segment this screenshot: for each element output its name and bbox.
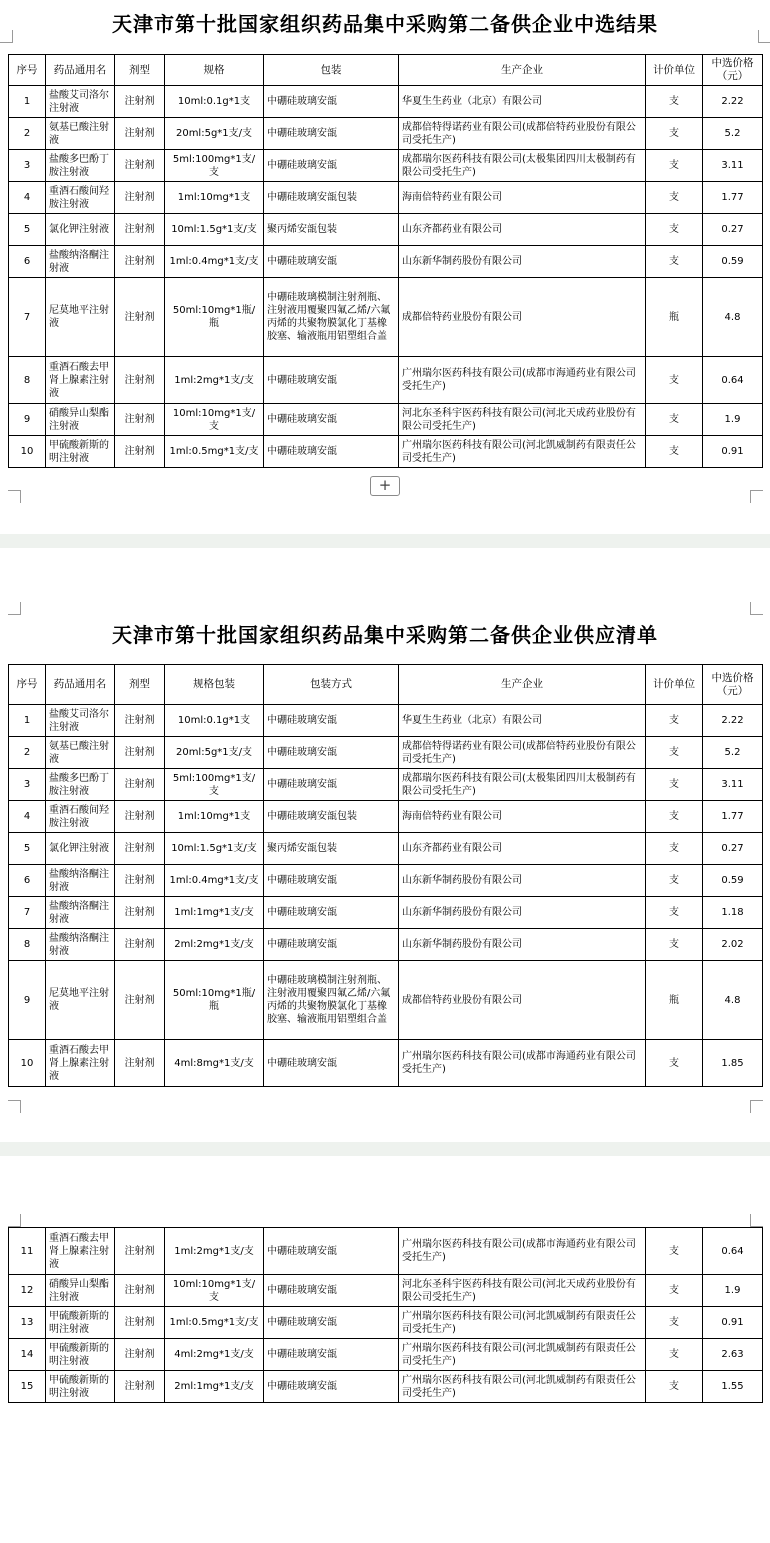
cell-index: 15 xyxy=(9,1371,46,1403)
table-row xyxy=(9,357,763,404)
header-index: 序号 xyxy=(9,55,46,86)
cell-price: 2.63 xyxy=(703,1339,763,1371)
cell-index: 14 xyxy=(9,1339,46,1371)
cell-dosage-form: 注射剂 xyxy=(115,182,165,214)
cell-spec: 5ml:100mg*1支/支 xyxy=(165,150,264,182)
supply-list-table-continued xyxy=(8,1227,763,1403)
page-separator xyxy=(0,1142,770,1156)
cell-spec: 1ml:1mg*1支/支 xyxy=(165,897,264,929)
cell-dosage-form: 注射剂 xyxy=(115,246,165,278)
cell-price: 0.59 xyxy=(703,865,763,897)
page-separator xyxy=(0,534,770,548)
supply-list-table xyxy=(8,664,763,1087)
cell-price: 4.8 xyxy=(703,961,763,1040)
cell-spec: 4ml:2mg*1支/支 xyxy=(165,1339,264,1371)
table-row xyxy=(9,801,763,833)
cell-spec: 1ml:2mg*1支/支 xyxy=(165,1228,264,1275)
header-drug-name: 药品通用名 xyxy=(46,55,115,86)
table-row xyxy=(9,1307,763,1339)
table-row xyxy=(9,182,763,214)
header-drug-name: 药品通用名 xyxy=(46,665,115,705)
cell-unit: 支 xyxy=(646,705,703,737)
page-corner-mark xyxy=(8,1100,21,1113)
cell-spec: 1ml:0.5mg*1支/支 xyxy=(165,436,264,468)
table-row xyxy=(9,929,763,961)
cell-drug-name: 重酒石酸间羟胺注射液 xyxy=(46,182,115,214)
cell-manufacturer: 山东齐都药业有限公司 xyxy=(399,833,646,865)
table-row xyxy=(9,436,763,468)
cell-manufacturer: 海南倍特药业有限公司 xyxy=(399,801,646,833)
cell-manufacturer: 广州瑞尔医药科技有限公司(河北凯威制药有限责任公司受托生产) xyxy=(399,1371,646,1403)
header-spec-packaging: 规格包装 xyxy=(165,665,264,705)
cell-drug-name: 硝酸异山梨酯注射液 xyxy=(46,404,115,436)
cell-index: 6 xyxy=(9,246,46,278)
cell-manufacturer: 广州瑞尔医药科技有限公司(成都市海通药业有限公司受托生产) xyxy=(399,1228,646,1275)
cell-dosage-form: 注射剂 xyxy=(115,404,165,436)
cell-spec: 10ml:10mg*1支/支 xyxy=(165,404,264,436)
table-row xyxy=(9,118,763,150)
cell-index: 5 xyxy=(9,214,46,246)
cell-unit: 支 xyxy=(646,436,703,468)
cell-spec: 10ml:1.5g*1支/支 xyxy=(165,833,264,865)
cell-packaging: 中硼硅玻璃安瓿包装 xyxy=(264,801,399,833)
cell-unit: 支 xyxy=(646,897,703,929)
cell-index: 5 xyxy=(9,833,46,865)
table-row xyxy=(9,1040,763,1087)
page-title: 天津市第十批国家组织药品集中采购第二备供企业中选结果 xyxy=(112,12,658,36)
cell-manufacturer: 山东新华制药股份有限公司 xyxy=(399,897,646,929)
cell-packaging: 中硼硅玻璃安瓿 xyxy=(264,929,399,961)
cell-unit: 支 xyxy=(646,1307,703,1339)
cell-packaging: 中硼硅玻璃模制注射剂瓶、注射液用覆聚四氟乙烯/六氟丙烯的共聚物膜氯化丁基橡胶塞、输液瓶用铝塑组合盖 xyxy=(264,278,399,357)
cell-manufacturer: 成都瑞尔医药科技有限公司(太极集团四川太极制药有限公司受托生产) xyxy=(399,769,646,801)
cell-manufacturer: 广州瑞尔医药科技有限公司(河北凯威制药有限责任公司受托生产) xyxy=(399,436,646,468)
cell-drug-name: 盐酸纳洛酮注射液 xyxy=(46,865,115,897)
cell-drug-name: 盐酸艾司洛尔注射液 xyxy=(46,86,115,118)
table-row xyxy=(9,1275,763,1307)
table-row xyxy=(9,769,763,801)
cell-unit: 支 xyxy=(646,737,703,769)
cell-price: 5.2 xyxy=(703,118,763,150)
cell-dosage-form: 注射剂 xyxy=(115,961,165,1040)
cell-index: 4 xyxy=(9,182,46,214)
cell-dosage-form: 注射剂 xyxy=(115,769,165,801)
cell-packaging: 中硼硅玻璃安瓿包装 xyxy=(264,182,399,214)
cell-index: 3 xyxy=(9,150,46,182)
add-row-button[interactable]: + xyxy=(370,476,400,496)
cell-drug-name: 尼莫地平注射液 xyxy=(46,961,115,1040)
cell-price: 1.55 xyxy=(703,1371,763,1403)
cell-packaging: 中硼硅玻璃安瓿 xyxy=(264,1371,399,1403)
table-row xyxy=(9,705,763,737)
cell-packaging: 中硼硅玻璃安瓿 xyxy=(264,86,399,118)
cell-manufacturer: 华夏生生药业（北京）有限公司 xyxy=(399,86,646,118)
cell-drug-name: 盐酸纳洛酮注射液 xyxy=(46,929,115,961)
cell-manufacturer: 广州瑞尔医药科技有限公司(河北凯威制药有限责任公司受托生产) xyxy=(399,1339,646,1371)
cell-packaging: 中硼硅玻璃安瓿 xyxy=(264,404,399,436)
cell-manufacturer: 成都倍特得诺药业有限公司(成都倍特药业股份有限公司受托生产) xyxy=(399,737,646,769)
page-corner-mark xyxy=(750,1100,763,1113)
cell-index: 1 xyxy=(9,86,46,118)
cell-drug-name: 硝酸异山梨酯注射液 xyxy=(46,1275,115,1307)
cell-spec: 2ml:1mg*1支/支 xyxy=(165,1371,264,1403)
cell-manufacturer: 成都倍特得诺药业有限公司(成都倍特药业股份有限公司受托生产) xyxy=(399,118,646,150)
header-dosage-form: 剂型 xyxy=(115,55,165,86)
cell-manufacturer: 山东新华制药股份有限公司 xyxy=(399,929,646,961)
cell-index: 8 xyxy=(9,929,46,961)
cell-spec: 20ml:5g*1支/支 xyxy=(165,737,264,769)
page-corner-mark xyxy=(8,602,21,615)
header-price: 中选价格（元） xyxy=(703,665,763,705)
cell-drug-name: 重酒石酸间羟胺注射液 xyxy=(46,801,115,833)
cell-price: 0.27 xyxy=(703,214,763,246)
cell-packaging: 中硼硅玻璃安瓿 xyxy=(264,357,399,404)
cell-dosage-form: 注射剂 xyxy=(115,86,165,118)
cell-dosage-form: 注射剂 xyxy=(115,1275,165,1307)
cell-spec: 4ml:8mg*1支/支 xyxy=(165,1040,264,1087)
cell-price: 1.9 xyxy=(703,404,763,436)
cell-manufacturer: 山东新华制药股份有限公司 xyxy=(399,865,646,897)
table-row xyxy=(9,897,763,929)
cell-drug-name: 盐酸纳洛酮注射液 xyxy=(46,897,115,929)
cell-dosage-form: 注射剂 xyxy=(115,1040,165,1087)
table-row xyxy=(9,865,763,897)
cell-index: 3 xyxy=(9,769,46,801)
page-corner-mark xyxy=(8,490,21,503)
cell-drug-name: 盐酸多巴酚丁胺注射液 xyxy=(46,150,115,182)
cell-unit: 支 xyxy=(646,1228,703,1275)
cell-dosage-form: 注射剂 xyxy=(115,897,165,929)
cell-drug-name: 氯化钾注射液 xyxy=(46,214,115,246)
cell-drug-name: 重酒石酸去甲肾上腺素注射液 xyxy=(46,1040,115,1087)
cell-unit: 支 xyxy=(646,86,703,118)
cell-index: 11 xyxy=(9,1228,46,1275)
cell-spec: 10ml:0.1g*1支 xyxy=(165,86,264,118)
table-row xyxy=(9,1371,763,1403)
cell-spec: 1ml:0.4mg*1支/支 xyxy=(165,865,264,897)
cell-manufacturer: 成都倍特药业股份有限公司 xyxy=(399,278,646,357)
header-spec: 规格 xyxy=(165,55,264,86)
cell-index: 10 xyxy=(9,436,46,468)
header-index: 序号 xyxy=(9,665,46,705)
page-corner-mark xyxy=(750,490,763,503)
cell-dosage-form: 注射剂 xyxy=(115,833,165,865)
cell-dosage-form: 注射剂 xyxy=(115,357,165,404)
cell-price: 1.9 xyxy=(703,1275,763,1307)
cell-unit: 支 xyxy=(646,1040,703,1087)
cell-drug-name: 盐酸艾司洛尔注射液 xyxy=(46,705,115,737)
table-row xyxy=(9,833,763,865)
cell-drug-name: 甲硫酸新斯的明注射液 xyxy=(46,1307,115,1339)
cell-unit: 支 xyxy=(646,1371,703,1403)
winning-result-table xyxy=(8,54,763,468)
cell-packaging: 中硼硅玻璃安瓿 xyxy=(264,1307,399,1339)
cell-dosage-form: 注射剂 xyxy=(115,150,165,182)
cell-drug-name: 重酒石酸去甲肾上腺素注射液 xyxy=(46,357,115,404)
cell-price: 0.64 xyxy=(703,1228,763,1275)
cell-unit: 支 xyxy=(646,1275,703,1307)
cell-dosage-form: 注射剂 xyxy=(115,1339,165,1371)
cell-unit: 支 xyxy=(646,246,703,278)
header-packaging: 包装 xyxy=(264,55,399,86)
cell-packaging: 中硼硅玻璃安瓿 xyxy=(264,865,399,897)
cell-price: 3.11 xyxy=(703,150,763,182)
cell-unit: 支 xyxy=(646,1339,703,1371)
cell-manufacturer: 成都倍特药业股份有限公司 xyxy=(399,961,646,1040)
cell-spec: 10ml:0.1g*1支 xyxy=(165,705,264,737)
cell-packaging: 中硼硅玻璃安瓿 xyxy=(264,1040,399,1087)
page-title: 天津市第十批国家组织药品集中采购第二备供企业供应清单 xyxy=(112,623,658,647)
cell-manufacturer: 河北东圣科宇医药科技有限公司(河北天成药业股份有限公司受托生产) xyxy=(399,1275,646,1307)
cell-price: 0.27 xyxy=(703,833,763,865)
cell-drug-name: 盐酸多巴酚丁胺注射液 xyxy=(46,769,115,801)
cell-manufacturer: 海南倍特药业有限公司 xyxy=(399,182,646,214)
cell-dosage-form: 注射剂 xyxy=(115,1371,165,1403)
cell-index: 6 xyxy=(9,865,46,897)
cell-drug-name: 甲硫酸新斯的明注射液 xyxy=(46,436,115,468)
cell-spec: 20ml:5g*1支/支 xyxy=(165,118,264,150)
cell-packaging: 中硼硅玻璃安瓿 xyxy=(264,150,399,182)
cell-price: 2.02 xyxy=(703,929,763,961)
cell-unit: 支 xyxy=(646,801,703,833)
cell-unit: 支 xyxy=(646,833,703,865)
cell-spec: 1ml:10mg*1支 xyxy=(165,801,264,833)
cell-price: 5.2 xyxy=(703,737,763,769)
cell-price: 1.85 xyxy=(703,1040,763,1087)
table-row xyxy=(9,86,763,118)
cell-packaging: 中硼硅玻璃安瓿 xyxy=(264,1339,399,1371)
cell-price: 0.64 xyxy=(703,357,763,404)
table-row xyxy=(9,150,763,182)
cell-index: 2 xyxy=(9,118,46,150)
cell-manufacturer: 广州瑞尔医药科技有限公司(成都市海通药业有限公司受托生产) xyxy=(399,357,646,404)
cell-dosage-form: 注射剂 xyxy=(115,278,165,357)
header-unit: 计价单位 xyxy=(646,55,703,86)
cell-packaging: 中硼硅玻璃安瓿 xyxy=(264,118,399,150)
cell-packaging: 中硼硅玻璃安瓿 xyxy=(264,436,399,468)
cell-dosage-form: 注射剂 xyxy=(115,705,165,737)
cell-index: 12 xyxy=(9,1275,46,1307)
cell-unit: 支 xyxy=(646,214,703,246)
table-row xyxy=(9,1339,763,1371)
header-manufacturer: 生产企业 xyxy=(399,55,646,86)
cell-index: 13 xyxy=(9,1307,46,1339)
cell-packaging: 中硼硅玻璃安瓿 xyxy=(264,1228,399,1275)
cell-dosage-form: 注射剂 xyxy=(115,865,165,897)
cell-packaging: 聚丙烯安瓿包装 xyxy=(264,214,399,246)
cell-manufacturer: 华夏生生药业（北京）有限公司 xyxy=(399,705,646,737)
cell-index: 1 xyxy=(9,705,46,737)
cell-manufacturer: 成都瑞尔医药科技有限公司(太极集团四川太极制药有限公司受托生产) xyxy=(399,150,646,182)
table-row xyxy=(9,214,763,246)
cell-manufacturer: 广州瑞尔医药科技有限公司(成都市海通药业有限公司受托生产) xyxy=(399,1040,646,1087)
cell-dosage-form: 注射剂 xyxy=(115,1307,165,1339)
cell-manufacturer: 山东新华制药股份有限公司 xyxy=(399,246,646,278)
header-packaging-method: 包装方式 xyxy=(264,665,399,705)
cell-spec: 50ml:10mg*1瓶/瓶 xyxy=(165,278,264,357)
cell-packaging: 中硼硅玻璃安瓿 xyxy=(264,737,399,769)
cell-unit: 支 xyxy=(646,929,703,961)
cell-unit: 支 xyxy=(646,357,703,404)
cell-dosage-form: 注射剂 xyxy=(115,737,165,769)
page-corner-mark xyxy=(750,1214,763,1227)
cell-price: 0.91 xyxy=(703,1307,763,1339)
cell-dosage-form: 注射剂 xyxy=(115,436,165,468)
cell-price: 0.59 xyxy=(703,246,763,278)
cell-spec: 1ml:10mg*1支 xyxy=(165,182,264,214)
cell-index: 7 xyxy=(9,897,46,929)
cell-packaging: 中硼硅玻璃安瓿 xyxy=(264,897,399,929)
table-row xyxy=(9,737,763,769)
cell-drug-name: 氨基已酸注射液 xyxy=(46,118,115,150)
cell-manufacturer: 山东齐都药业有限公司 xyxy=(399,214,646,246)
cell-drug-name: 氯化钾注射液 xyxy=(46,833,115,865)
cell-packaging: 中硼硅玻璃安瓿 xyxy=(264,246,399,278)
cell-packaging: 中硼硅玻璃安瓿 xyxy=(264,705,399,737)
cell-index: 10 xyxy=(9,1040,46,1087)
cell-spec: 1ml:2mg*1支/支 xyxy=(165,357,264,404)
cell-price: 1.77 xyxy=(703,182,763,214)
cell-drug-name: 氨基已酸注射液 xyxy=(46,737,115,769)
cell-drug-name: 甲硫酸新斯的明注射液 xyxy=(46,1371,115,1403)
page-corner-mark xyxy=(750,602,763,615)
cell-index: 7 xyxy=(9,278,46,357)
cell-price: 1.77 xyxy=(703,801,763,833)
cell-price: 3.11 xyxy=(703,769,763,801)
cell-unit: 支 xyxy=(646,404,703,436)
cell-drug-name: 尼莫地平注射液 xyxy=(46,278,115,357)
cell-price: 1.18 xyxy=(703,897,763,929)
cell-dosage-form: 注射剂 xyxy=(115,214,165,246)
cell-unit: 支 xyxy=(646,118,703,150)
cell-unit: 瓶 xyxy=(646,961,703,1040)
cell-dosage-form: 注射剂 xyxy=(115,801,165,833)
cell-price: 2.22 xyxy=(703,86,763,118)
cell-index: 9 xyxy=(9,961,46,1040)
cell-spec: 10ml:1.5g*1支/支 xyxy=(165,214,264,246)
header-manufacturer: 生产企业 xyxy=(399,665,646,705)
cell-manufacturer: 广州瑞尔医药科技有限公司(河北凯威制药有限责任公司受托生产) xyxy=(399,1307,646,1339)
page-corner-mark xyxy=(8,1214,21,1227)
cell-packaging: 中硼硅玻璃模制注射剂瓶、注射液用覆聚四氟乙烯/六氟丙烯的共聚物膜氯化丁基橡胶塞、输液瓶用铝塑组合盖 xyxy=(264,961,399,1040)
cell-packaging: 中硼硅玻璃安瓿 xyxy=(264,769,399,801)
cell-index: 9 xyxy=(9,404,46,436)
header-unit: 计价单位 xyxy=(646,665,703,705)
table-row xyxy=(9,246,763,278)
cell-spec: 2ml:2mg*1支/支 xyxy=(165,929,264,961)
cell-spec: 5ml:100mg*1支/支 xyxy=(165,769,264,801)
cell-spec: 1ml:0.5mg*1支/支 xyxy=(165,1307,264,1339)
cell-spec: 1ml:0.4mg*1支/支 xyxy=(165,246,264,278)
table-row xyxy=(9,278,763,357)
cell-spec: 50ml:10mg*1瓶/瓶 xyxy=(165,961,264,1040)
table-row xyxy=(9,1228,763,1275)
cell-index: 2 xyxy=(9,737,46,769)
cell-packaging: 中硼硅玻璃安瓿 xyxy=(264,1275,399,1307)
cell-dosage-form: 注射剂 xyxy=(115,929,165,961)
cell-unit: 支 xyxy=(646,150,703,182)
table-row xyxy=(9,961,763,1040)
cell-index: 4 xyxy=(9,801,46,833)
header-dosage-form: 剂型 xyxy=(115,665,165,705)
cell-drug-name: 盐酸纳洛酮注射液 xyxy=(46,246,115,278)
header-price: 中选价格（元） xyxy=(703,55,763,86)
cell-dosage-form: 注射剂 xyxy=(115,1228,165,1275)
cell-price: 4.8 xyxy=(703,278,763,357)
cell-unit: 支 xyxy=(646,182,703,214)
cell-spec: 10ml:10mg*1支/支 xyxy=(165,1275,264,1307)
table-row xyxy=(9,404,763,436)
cell-price: 0.91 xyxy=(703,436,763,468)
cell-unit: 瓶 xyxy=(646,278,703,357)
cell-drug-name: 重酒石酸去甲肾上腺素注射液 xyxy=(46,1228,115,1275)
cell-manufacturer: 河北东圣科宇医药科技有限公司(河北天成药业股份有限公司受托生产) xyxy=(399,404,646,436)
cell-dosage-form: 注射剂 xyxy=(115,118,165,150)
cell-drug-name: 甲硫酸新斯的明注射液 xyxy=(46,1339,115,1371)
cell-unit: 支 xyxy=(646,865,703,897)
cell-packaging: 聚丙烯安瓿包装 xyxy=(264,833,399,865)
cell-unit: 支 xyxy=(646,769,703,801)
cell-index: 8 xyxy=(9,357,46,404)
cell-price: 2.22 xyxy=(703,705,763,737)
